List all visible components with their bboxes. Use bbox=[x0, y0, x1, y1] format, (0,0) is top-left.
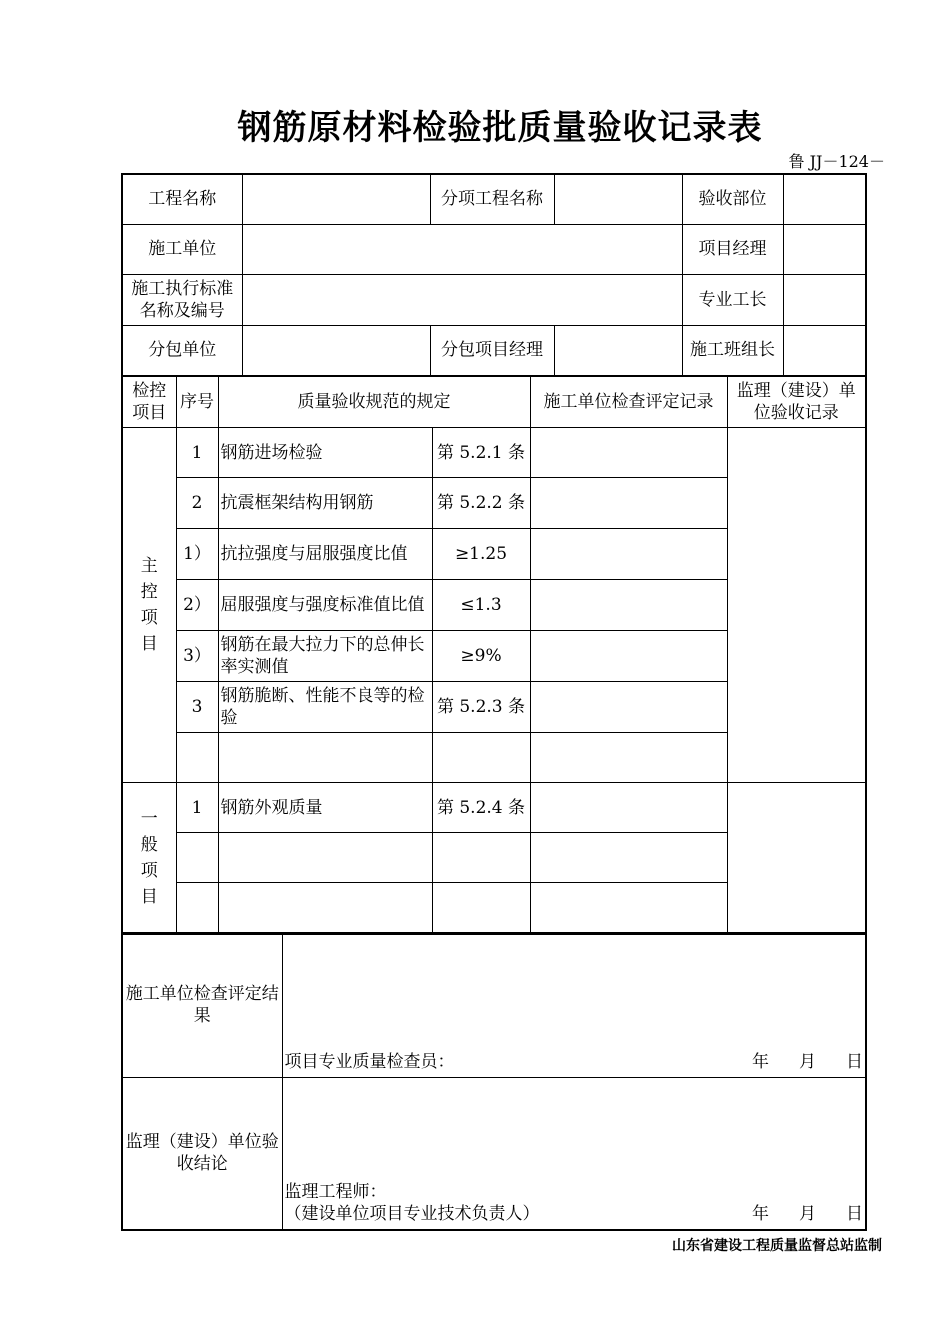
item-desc: 钢筋脆断、性能不良等的检验 bbox=[218, 682, 432, 733]
item-seq: 2） bbox=[176, 580, 218, 631]
item-clause: 第 5.2.4 条 bbox=[432, 783, 530, 833]
owner-label: （建设单位项目专业技术负责人） bbox=[284, 1203, 540, 1224]
construction-unit-label: 施工单位 bbox=[122, 224, 242, 274]
check-record-cell[interactable] bbox=[530, 529, 727, 580]
result-label: 施工单位检查评定结果 bbox=[122, 933, 282, 1078]
items-table bbox=[121, 375, 867, 935]
subcontractor-field[interactable] bbox=[242, 325, 430, 376]
standard-label: 施工执行标准名称及编号 bbox=[122, 274, 242, 325]
conclusion-date bbox=[722, 1203, 863, 1225]
foreman-field[interactable] bbox=[783, 274, 866, 325]
check-record-cell[interactable] bbox=[530, 428, 727, 478]
conclusion-table bbox=[121, 932, 867, 1231]
team-leader-field[interactable] bbox=[783, 325, 866, 376]
header-table bbox=[121, 173, 867, 377]
result-field[interactable] bbox=[282, 933, 866, 1078]
form-code: 鲁 JJ－124－ bbox=[788, 152, 885, 171]
supervision-record-general[interactable] bbox=[727, 783, 866, 934]
item-desc: 钢筋外观质量 bbox=[218, 783, 432, 833]
item-seq: 1） bbox=[176, 529, 218, 580]
item-clause bbox=[432, 733, 530, 783]
item-clause bbox=[432, 833, 530, 883]
engineer-label: 监理工程师： bbox=[284, 1181, 387, 1202]
item-seq: 2 bbox=[176, 478, 218, 529]
item-desc: 钢筋在最大拉力下的总伸长率实测值 bbox=[218, 631, 432, 682]
item-desc bbox=[218, 883, 432, 934]
project-manager-label: 项目经理 bbox=[682, 224, 783, 274]
check-record-cell[interactable] bbox=[530, 682, 727, 733]
subproject-field[interactable] bbox=[554, 174, 682, 224]
footer-issuer: 山东省建设工程质量监督总站监制 bbox=[672, 1238, 882, 1254]
col-supervision-record: 监理（建设）单位验收记录 bbox=[727, 376, 866, 428]
check-record-cell[interactable] bbox=[530, 883, 727, 934]
item-desc: 抗拉强度与屈服强度比值 bbox=[218, 529, 432, 580]
check-record-cell[interactable] bbox=[530, 733, 727, 783]
form-title: 钢筋原材料检验批质量验收记录表 bbox=[237, 108, 763, 148]
check-record-cell[interactable] bbox=[530, 631, 727, 682]
item-clause: 第 5.2.2 条 bbox=[432, 478, 530, 529]
project-name-label: 工程名称 bbox=[122, 174, 242, 224]
sub-pm-field[interactable] bbox=[554, 325, 682, 376]
item-clause: ≥1.25 bbox=[432, 529, 530, 580]
supervision-record-main[interactable] bbox=[727, 428, 866, 783]
col-control-item: 检控项目 bbox=[122, 376, 176, 428]
year-label: 年 bbox=[752, 1203, 769, 1224]
project-name-field[interactable] bbox=[242, 174, 430, 224]
item-desc bbox=[218, 833, 432, 883]
year-label: 年 bbox=[752, 1052, 769, 1072]
subproject-label: 分项工程名称 bbox=[430, 174, 554, 224]
item-clause: 第 5.2.3 条 bbox=[432, 682, 530, 733]
item-seq: 3 bbox=[176, 682, 218, 733]
table-row bbox=[122, 783, 866, 833]
acceptance-part-label: 验收部位 bbox=[682, 174, 783, 224]
month-label: 月 bbox=[799, 1203, 816, 1224]
result-date bbox=[722, 1051, 863, 1073]
check-record-cell[interactable] bbox=[530, 580, 727, 631]
item-clause: 第 5.2.1 条 bbox=[432, 428, 530, 478]
check-record-cell[interactable] bbox=[530, 783, 727, 833]
col-check-record: 施工单位检查评定记录 bbox=[530, 376, 727, 428]
project-manager-field[interactable] bbox=[783, 224, 866, 274]
col-seq: 序号 bbox=[176, 376, 218, 428]
item-seq bbox=[176, 733, 218, 783]
item-seq bbox=[176, 883, 218, 934]
standard-field[interactable] bbox=[242, 274, 682, 325]
check-record-cell[interactable] bbox=[530, 478, 727, 529]
item-desc: 屈服强度与强度标准值比值 bbox=[218, 580, 432, 631]
item-clause: ≤1.3 bbox=[432, 580, 530, 631]
construction-unit-field[interactable] bbox=[242, 224, 682, 274]
item-seq: 3） bbox=[176, 631, 218, 682]
inspector-label: 项目专业质量检查员： bbox=[284, 1052, 455, 1072]
item-seq: 1 bbox=[176, 783, 218, 833]
main-control-label: 主控项目 bbox=[122, 428, 176, 783]
item-clause: ≥9% bbox=[432, 631, 530, 682]
item-clause bbox=[432, 883, 530, 934]
col-spec: 质量验收规范的规定 bbox=[218, 376, 530, 428]
foreman-label: 专业工长 bbox=[682, 274, 783, 325]
table-row bbox=[122, 428, 866, 478]
subcontractor-label: 分包单位 bbox=[122, 325, 242, 376]
item-desc: 钢筋进场检验 bbox=[218, 428, 432, 478]
check-record-cell[interactable] bbox=[530, 833, 727, 883]
item-desc: 抗震框架结构用钢筋 bbox=[218, 478, 432, 529]
item-seq: 1 bbox=[176, 428, 218, 478]
conclusion-field[interactable] bbox=[282, 1078, 866, 1230]
conclusion-label: 监理（建设）单位验收结论 bbox=[122, 1078, 282, 1230]
item-desc bbox=[218, 733, 432, 783]
team-leader-label: 施工班组长 bbox=[682, 325, 783, 376]
acceptance-part-field[interactable] bbox=[783, 174, 866, 224]
day-label: 日 bbox=[846, 1203, 863, 1224]
general-label: 一般项目 bbox=[122, 783, 176, 934]
item-seq bbox=[176, 833, 218, 883]
sub-pm-label: 分包项目经理 bbox=[430, 325, 554, 376]
month-label: 月 bbox=[799, 1052, 816, 1072]
day-label: 日 bbox=[846, 1052, 863, 1072]
